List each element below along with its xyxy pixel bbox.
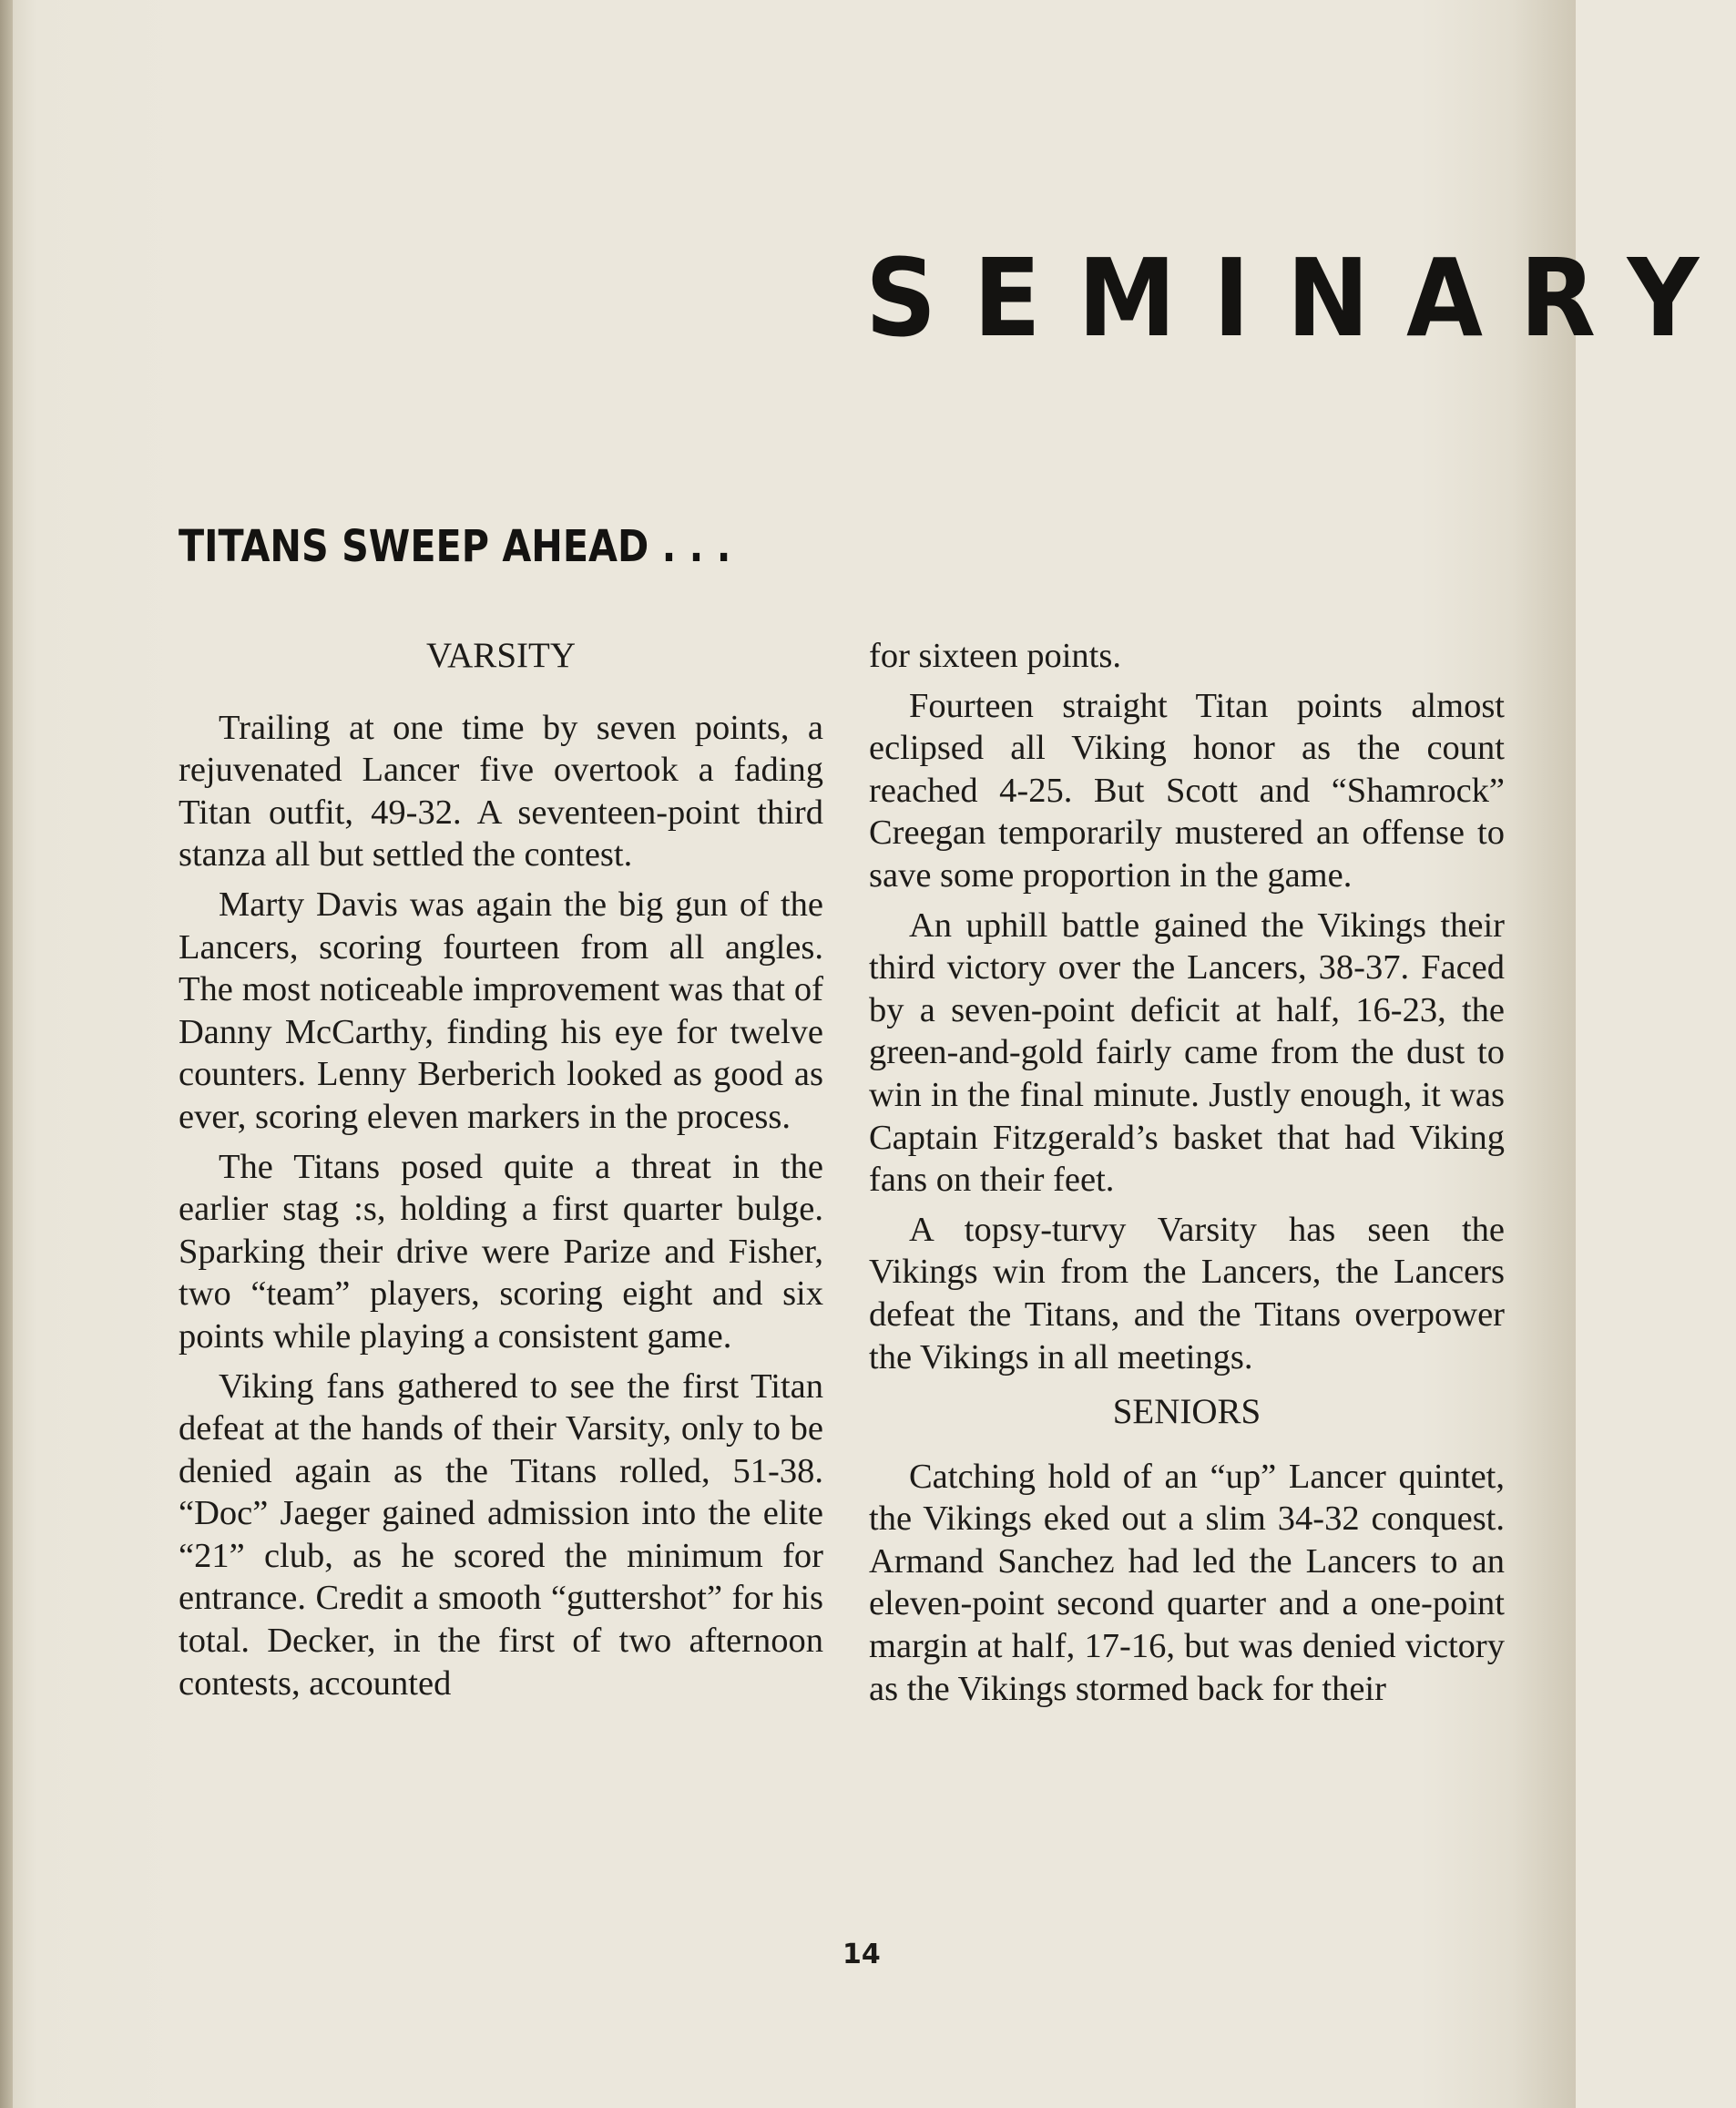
- varsity-paragraph: Marty Davis was again the big gun of the Lancers, scoring fourteen from all angles. The most noticeable improvement was that of Danny McCarthy, finding his eye for twelve counters. Lenny Berberich looked as good as ever, scoring eleven markers in the process.: [179, 885, 823, 1136]
- section-title-seminary: SEMINARY: [865, 235, 1736, 361]
- book-spine-shadow: [0, 0, 13, 2108]
- article-headline: TITANS SWEEP AHEAD . . .: [179, 521, 731, 572]
- varsity-paragraph-continued: for sixteen points.: [869, 637, 1121, 675]
- seniors-paragraph: Catching hold of an “up” Lancer quintet, the Vikings eked out a slim 34-32 conquest. Armand Sanchez had led the Lancers to an eleven-point second quarter and a one-point margin at half, 17-16, but was denied victory as the Vikings stormed back for their: [869, 1457, 1505, 1708]
- varsity-paragraph: An uphill battle gained the Vikings their third victory over the Lancers, 38-37. Faced by a seven-point deficit at half, 16-23, the green-and-gold fairly came from the dust to win in the final minute. Justly enough, it was Captain Fitzgerald’s basket that had Viking fans on their feet.: [869, 906, 1505, 1200]
- page-number: 14: [842, 1939, 881, 1970]
- varsity-paragraph: Fourteen straight Titan points almost eclipsed all Viking honor as the count reached 4-25. But Scott and “Shamrock” Creegan temporarily mustered an offense to save some proportion in the game.: [869, 686, 1505, 895]
- varsity-heading: VARSITY: [426, 636, 576, 675]
- varsity-paragraph: The Titans posed quite a threat in the earlier stag :s, holding a first quarter bulge. Sparking their drive were Parize and Fisher, two “team” players, scoring eight and six points while playing a consistent game.: [179, 1147, 823, 1356]
- left-column: [179, 635, 823, 1712]
- varsity-paragraph: A topsy-turvy Varsity has seen the Vikings win from the Lancers, the Lancers defeat the Titans, and the Titans overpower the Vikings in all meetings.: [869, 1210, 1505, 1376]
- varsity-paragraph: Viking fans gathered to see the first Titan defeat at the hands of their Varsity, only to be denied again as the Titans rolled, 51-38. “Doc” Jaeger gained admission into the elite “21” club, as he scored the minimum for entrance. Credit a smooth “guttershot” for his total. Decker, in the first of two afternoon contests, accounted: [179, 1366, 823, 1703]
- varsity-paragraph: Trailing at one time by seven points, a rejuvenated Lancer five overtook a fading Titan outfit, 49-32. A seventeen-point third stanza all but settled the contest.: [179, 708, 823, 875]
- seniors-heading: SENIORS: [1112, 1392, 1261, 1432]
- right-column: [869, 635, 1505, 1717]
